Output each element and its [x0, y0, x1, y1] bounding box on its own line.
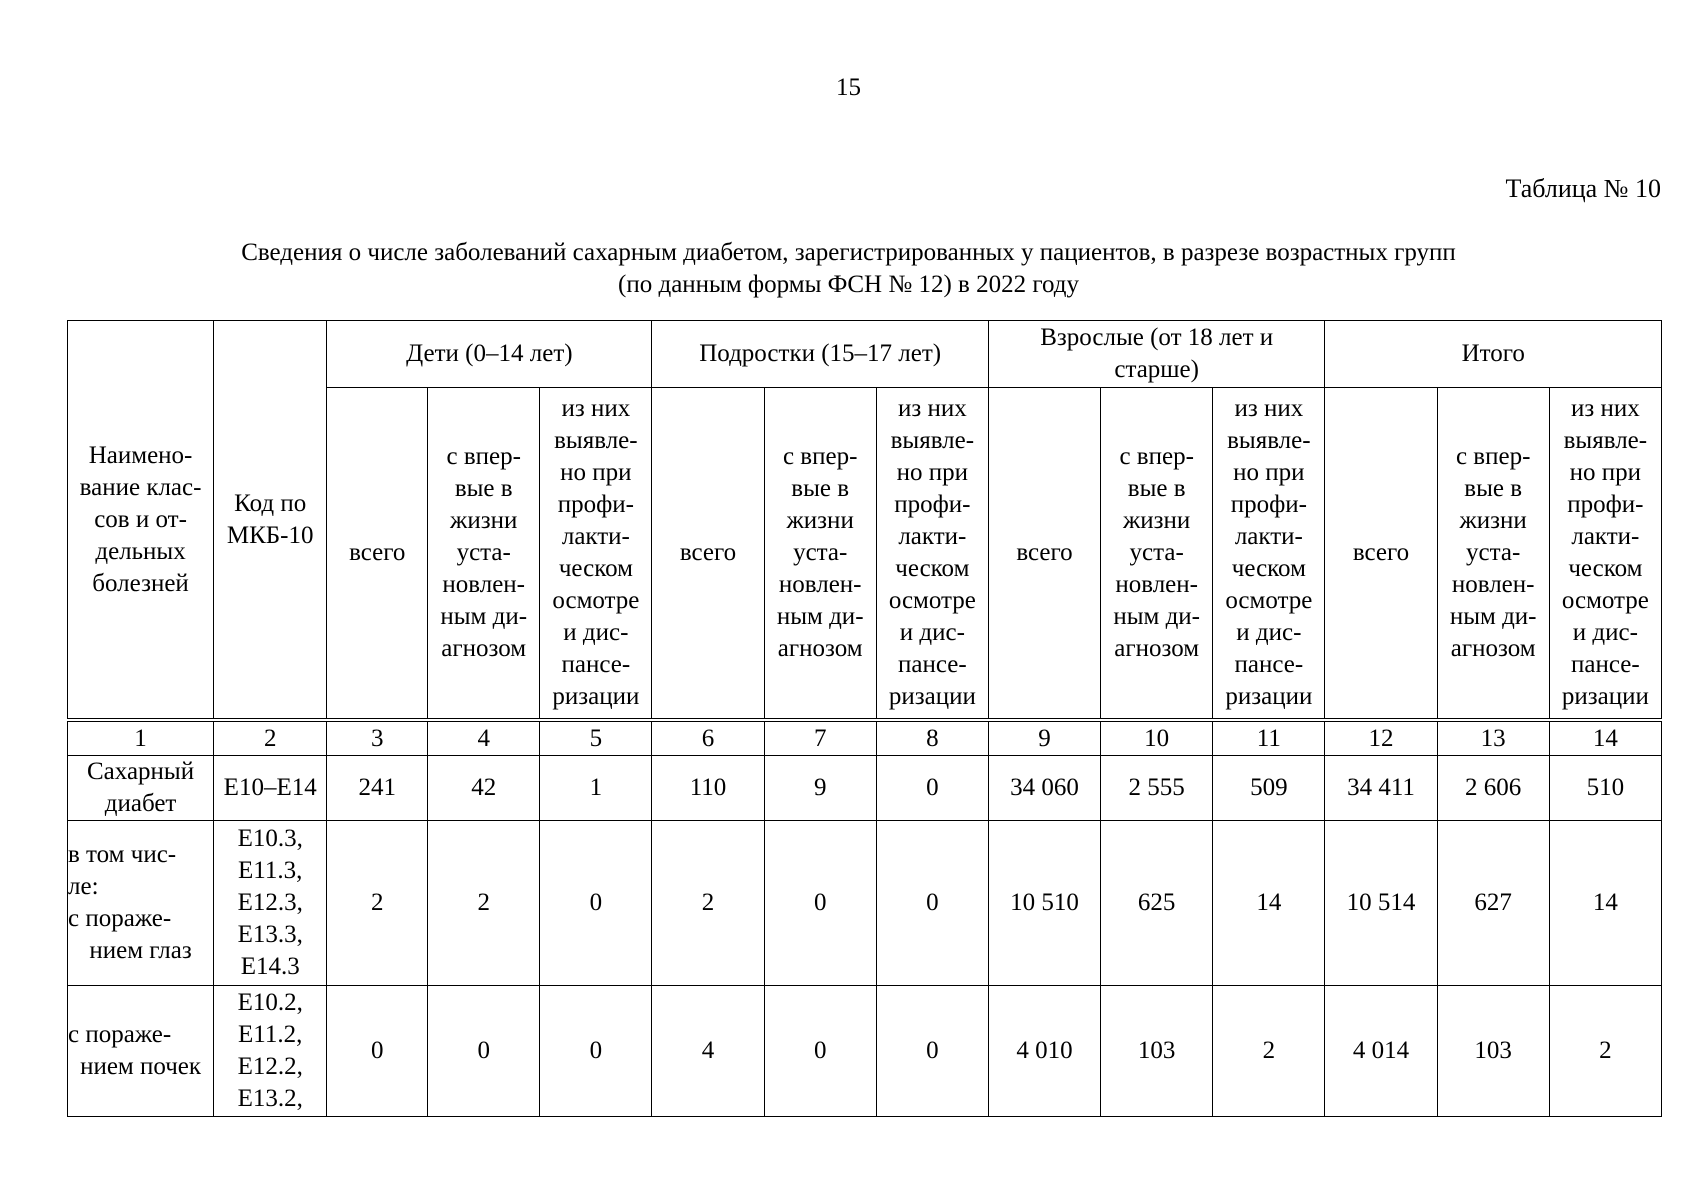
subheader-line: выявле-: [554, 427, 638, 454]
subheader-line: вые в: [1464, 475, 1523, 502]
value-cell: 510: [1549, 756, 1661, 821]
value-cell: 0: [876, 756, 988, 821]
header-name-line: вание клас-: [79, 473, 202, 501]
value-cell: 4 010: [988, 986, 1100, 1117]
header-code-line: Код по: [234, 489, 307, 517]
subheader-line: уста-: [1466, 539, 1521, 566]
disease-name-cell: [68, 821, 214, 986]
subheader-line: жизни: [450, 507, 518, 534]
subheader-line: вые в: [791, 475, 850, 502]
disease-name-line: с пораже-: [68, 1021, 172, 1048]
value-cell: 0: [764, 986, 876, 1117]
icd-code-line: E10.3,: [237, 825, 303, 852]
subheader-line: профи-: [894, 491, 971, 518]
subheader-line: осмотре: [1225, 587, 1313, 614]
header-code-line: МКБ-10: [226, 521, 314, 549]
subheader-line: жизни: [1459, 507, 1527, 534]
subheader-line: ным ди-: [776, 603, 864, 630]
value-cell: 0: [540, 986, 652, 1117]
value-cell: 241: [327, 756, 428, 821]
header-name-line: Наимено-: [88, 441, 193, 469]
group-adults: [988, 321, 1325, 388]
value-cell: 0: [327, 986, 428, 1117]
group-label-line: Итого: [1461, 340, 1525, 367]
icd-code-line: E13.2,: [237, 1085, 303, 1112]
table-row: [68, 821, 1662, 986]
subheader-line: жизни: [1123, 507, 1191, 534]
disease-name-line: в том чис-: [68, 841, 177, 868]
table-row: [68, 986, 1662, 1117]
value-cell: 103: [1101, 986, 1213, 1117]
column-number: 8: [876, 720, 988, 756]
value-cell: 34 411: [1325, 756, 1437, 821]
subheader-detected-at-checkup: [540, 388, 652, 721]
subheader-line: из них: [1570, 395, 1640, 422]
subheader-line: новлен-: [778, 571, 862, 598]
subheader-line: агнозом: [777, 635, 863, 662]
group-label-line: Подростки (15–17 лет): [699, 340, 942, 367]
subheader-line: выявле-: [1227, 427, 1311, 454]
value-cell: 0: [876, 986, 988, 1117]
header-name-line: сов и от-: [94, 505, 187, 533]
subheader-line: с впер-: [1119, 443, 1194, 470]
subheader-line: вые в: [1127, 475, 1186, 502]
column-number-row: [68, 720, 1662, 756]
subheader-line: выявле-: [1563, 427, 1648, 454]
disease-name-line: Сахарный: [87, 758, 195, 785]
icd-code-line: E12.3,: [237, 889, 303, 916]
subheader-line: выявле-: [890, 427, 975, 454]
subheader-line: ческом: [558, 555, 633, 582]
column-number: 5: [540, 720, 652, 756]
icd-code-line: E14.3: [240, 953, 300, 980]
disease-name-line: с пораже-: [68, 905, 172, 932]
subheader-line: и дис-: [563, 619, 629, 646]
caption-line-1: Сведения о числе заболеваний сахарным диабетом, зарегистрированных у пациентов, в разрезе возрастных групп: [241, 239, 1456, 266]
subheader-line: всего: [349, 539, 406, 566]
table-row: [68, 756, 1662, 821]
subheader-first-diagnosed: [428, 388, 540, 721]
subheader-line: уста-: [793, 539, 848, 566]
value-cell: 2: [652, 821, 764, 986]
subheader-line: всего: [1352, 539, 1410, 566]
group-children: [327, 321, 652, 388]
icd-code-cell: [214, 756, 327, 821]
value-cell: 625: [1101, 821, 1213, 986]
value-cell: 2: [428, 821, 540, 986]
header-name-line: дельных: [95, 537, 186, 565]
column-number: 14: [1549, 720, 1661, 756]
value-cell: 14: [1549, 821, 1661, 986]
subheader-line: уста-: [1129, 539, 1184, 566]
value-cell: 1: [540, 756, 652, 821]
subheader-line: профи-: [1567, 491, 1644, 518]
group-label-line: старше): [1114, 356, 1199, 383]
value-cell: 2: [1549, 986, 1661, 1117]
value-cell: 0: [764, 821, 876, 986]
subheader-line: лакти-: [1571, 523, 1640, 550]
subheader-total: [988, 388, 1100, 721]
icd-code-line: E10–E14: [223, 774, 317, 801]
page-number: 15: [836, 74, 861, 101]
subheader-line: лакти-: [1234, 523, 1303, 550]
subheader-line: с впер-: [782, 443, 858, 470]
subheader-line: новлен-: [1451, 571, 1535, 598]
subheader-first-diagnosed: [764, 388, 876, 721]
subheader-line: но при: [1233, 459, 1305, 486]
subheader-line: ным ди-: [440, 603, 528, 630]
subheader-line: вые в: [454, 475, 513, 502]
value-cell: 627: [1437, 821, 1549, 986]
header-name-col: [68, 321, 214, 721]
subheader-line: лакти-: [898, 523, 967, 550]
subheader-line: всего: [679, 539, 737, 566]
value-cell: 34 060: [988, 756, 1100, 821]
icd-code-cell: [214, 821, 327, 986]
subheader-detected-at-checkup: [1213, 388, 1325, 721]
column-number: 1: [68, 720, 214, 756]
subheader-line: ризации: [888, 683, 976, 710]
subheader-line: всего: [1016, 539, 1073, 566]
value-cell: 10 514: [1325, 821, 1437, 986]
subheader-line: из них: [1234, 395, 1304, 422]
column-number: 11: [1213, 720, 1325, 756]
subheader-line: из них: [561, 395, 631, 422]
subheader-line: новлен-: [442, 571, 526, 598]
icd-code-cell: [214, 986, 327, 1117]
group-total: [1325, 321, 1662, 388]
subheader-line: ризации: [552, 683, 640, 710]
subheader-line: но при: [560, 459, 632, 486]
subheader-line: осмотре: [1561, 587, 1649, 614]
subheader-line: из них: [897, 395, 967, 422]
value-cell: 10 510: [988, 821, 1100, 986]
table-caption: [0, 237, 1697, 301]
subheader-line: осмотре: [888, 587, 976, 614]
header-name-line: болезней: [92, 569, 189, 597]
subheader-line: пансе-: [561, 651, 631, 678]
subheader-detected-at-checkup: [1549, 388, 1661, 721]
subheader-first-diagnosed: [1101, 388, 1213, 721]
subheader-detected-at-checkup: [876, 388, 988, 721]
column-number: 2: [214, 720, 327, 756]
subheader-line: новлен-: [1115, 571, 1198, 598]
subheader-line: агнозом: [1114, 635, 1200, 662]
subheader-total: [327, 388, 428, 721]
subheader-line: ным ди-: [1113, 603, 1200, 630]
disease-name-line: нием глаз: [89, 937, 192, 964]
column-number: 3: [327, 720, 428, 756]
disease-name-cell: [68, 986, 214, 1117]
disease-name-cell: [68, 756, 214, 821]
subheader-line: но при: [1569, 459, 1642, 486]
column-number: 7: [764, 720, 876, 756]
column-number: 4: [428, 720, 540, 756]
column-number: 13: [1437, 720, 1549, 756]
subheader-line: и дис-: [1236, 619, 1302, 646]
header-code-col: [214, 321, 327, 721]
column-number: 6: [652, 720, 764, 756]
icd-code-line: E11.2,: [238, 1021, 303, 1048]
subheader-line: ческом: [1231, 555, 1306, 582]
subheader-line: ческом: [895, 555, 970, 582]
icd-code-line: E11.3,: [238, 857, 303, 884]
subheader-line: с впер-: [1455, 443, 1531, 470]
caption-line-2: (по данным формы ФСН № 12) в 2022 году: [618, 271, 1079, 298]
value-cell: 0: [428, 986, 540, 1117]
column-number: 10: [1101, 720, 1213, 756]
subheader-total: [652, 388, 764, 721]
subheader-line: жизни: [786, 507, 854, 534]
value-cell: 0: [876, 821, 988, 986]
subheader-line: но при: [896, 459, 969, 486]
icd-code-line: E13.3,: [237, 921, 303, 948]
column-number: 9: [988, 720, 1100, 756]
group-teens: [652, 321, 988, 388]
diabetes-table: [67, 320, 1662, 1117]
subheader-line: пансе-: [1571, 651, 1640, 678]
icd-code-line: E12.2,: [237, 1053, 303, 1080]
subheader-line: ризации: [1561, 683, 1649, 710]
disease-name-line: нием почек: [80, 1053, 202, 1080]
subheader-line: профи-: [1230, 491, 1307, 518]
subheader-line: агнозом: [441, 635, 527, 662]
icd-code-line: E10.2,: [237, 989, 303, 1016]
value-cell: 4 014: [1325, 986, 1437, 1117]
subheader-line: ным ди-: [1449, 603, 1537, 630]
group-label-line: Дети (0–14 лет): [406, 340, 573, 367]
disease-name-line: ле:: [68, 873, 99, 900]
subheader-line: агнозом: [1450, 635, 1536, 662]
subheader-line: пансе-: [898, 651, 967, 678]
value-cell: 4: [652, 986, 764, 1117]
value-cell: 103: [1437, 986, 1549, 1117]
value-cell: 509: [1213, 756, 1325, 821]
value-cell: 2 606: [1437, 756, 1549, 821]
subheader-line: ризации: [1225, 683, 1313, 710]
value-cell: 2 555: [1101, 756, 1213, 821]
value-cell: 42: [428, 756, 540, 821]
disease-name-line: диабет: [104, 790, 177, 817]
subheader-line: ческом: [1568, 555, 1643, 582]
value-cell: 2: [1213, 986, 1325, 1117]
subheader-line: и дис-: [899, 619, 965, 646]
value-cell: 0: [540, 821, 652, 986]
value-cell: 110: [652, 756, 764, 821]
subheader-line: профи-: [557, 491, 635, 518]
subheader-line: и дис-: [1572, 619, 1638, 646]
subheader-line: лакти-: [561, 523, 630, 550]
column-number: 12: [1325, 720, 1437, 756]
subheader-line: осмотре: [552, 587, 640, 614]
group-label-line: Взрослые (от 18 лет и: [1040, 324, 1274, 351]
value-cell: 2: [327, 821, 428, 986]
subheader-line: с впер-: [446, 443, 521, 470]
value-cell: 9: [764, 756, 876, 821]
subheader-line: пансе-: [1234, 651, 1304, 678]
subheader-total: [1325, 388, 1437, 721]
subheader-first-diagnosed: [1437, 388, 1549, 721]
value-cell: 14: [1213, 821, 1325, 986]
table-label: Таблица № 10: [1505, 174, 1661, 203]
subheader-line: уста-: [456, 539, 511, 566]
